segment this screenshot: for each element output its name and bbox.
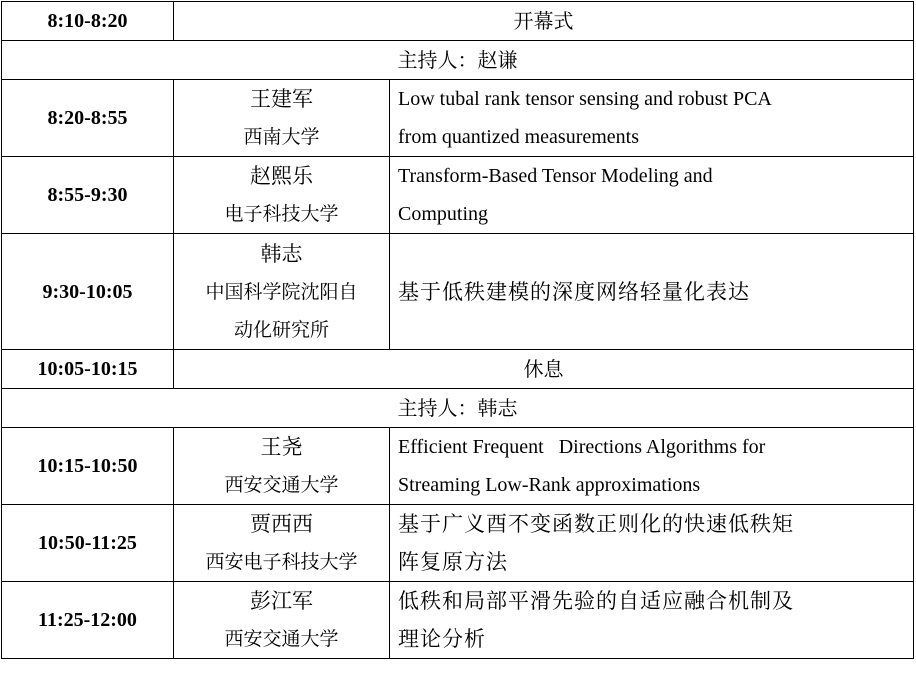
break-row (2, 350, 914, 389)
session-label: 休息 (174, 350, 914, 389)
talk-row (2, 80, 914, 157)
talk-row (2, 234, 914, 350)
talk-title (390, 157, 914, 234)
speaker-cell (174, 80, 390, 157)
host-row (2, 41, 914, 80)
speaker-name: 彭江军 (250, 589, 313, 613)
speaker-name: 赵熙乐 (250, 164, 313, 188)
title-line: Computing (398, 203, 489, 225)
talk-row (2, 157, 914, 234)
speaker-affiliation: 西安交通大学 (224, 628, 339, 650)
talk-title (390, 428, 914, 505)
title-line: Low tubal rank tensor sensing and robust PCA (398, 88, 772, 110)
talk-row (2, 505, 914, 582)
speaker-affiliation: 中国科学院沈阳自 (205, 280, 358, 303)
host-label: 主持人：赵谦 (2, 41, 914, 80)
title-line: 低秩和局部平滑先验的自适应融合机制及 (398, 589, 794, 613)
host-label: 主持人：韩志 (2, 389, 914, 428)
time-cell: 10:15-10:50 (2, 428, 174, 505)
talk-row (2, 428, 914, 505)
time-cell: 9:30-10:05 (2, 234, 174, 350)
title-line: Streaming Low-Rank approximations (398, 474, 701, 496)
talk-title (390, 80, 914, 157)
speaker-name: 贾西西 (250, 512, 313, 536)
time-cell: 10:05-10:15 (2, 350, 174, 389)
title-line: from quantized measurements (398, 126, 640, 148)
time-cell: 10:50-11:25 (2, 505, 174, 582)
speaker-cell (174, 582, 390, 659)
talk-row (2, 582, 914, 659)
opening-row (2, 2, 914, 41)
title-line: Efficient Frequent Directions Algorithms for (398, 436, 766, 458)
speaker-affiliation: 西安电子科技大学 (205, 551, 358, 573)
time-cell: 11:25-12:00 (2, 582, 174, 659)
speaker-name: 韩志 (260, 241, 303, 266)
time-cell: 8:20-8:55 (2, 80, 174, 157)
title-line: 阵复原方法 (398, 550, 508, 574)
title-line: 基于广义酉不变函数正则化的快速低秩矩 (398, 512, 794, 536)
speaker-cell (174, 505, 390, 582)
speaker-cell (174, 234, 390, 350)
title-line: Transform-Based Tensor Modeling and (398, 165, 713, 187)
speaker-affiliation: 西安交通大学 (224, 474, 339, 496)
time-cell: 8:55-9:30 (2, 157, 174, 234)
speaker-affiliation: 西南大学 (243, 126, 320, 148)
speaker-cell (174, 157, 390, 234)
host-row (2, 389, 914, 428)
talk-title (390, 505, 914, 582)
speaker-cell (174, 428, 390, 505)
title-line: 理论分析 (398, 627, 486, 651)
time-cell: 8:10-8:20 (2, 2, 174, 41)
talk-title (390, 582, 914, 659)
speaker-affiliation: 电子科技大学 (224, 203, 339, 225)
schedule-table (1, 1, 914, 659)
speaker-affiliation: 动化研究所 (233, 318, 329, 341)
talk-title: 基于低秩建模的深度网络轻量化表达 (390, 234, 914, 350)
speaker-name: 王尧 (260, 435, 303, 459)
session-label: 开幕式 (174, 2, 914, 41)
speaker-name: 王建军 (250, 87, 313, 111)
